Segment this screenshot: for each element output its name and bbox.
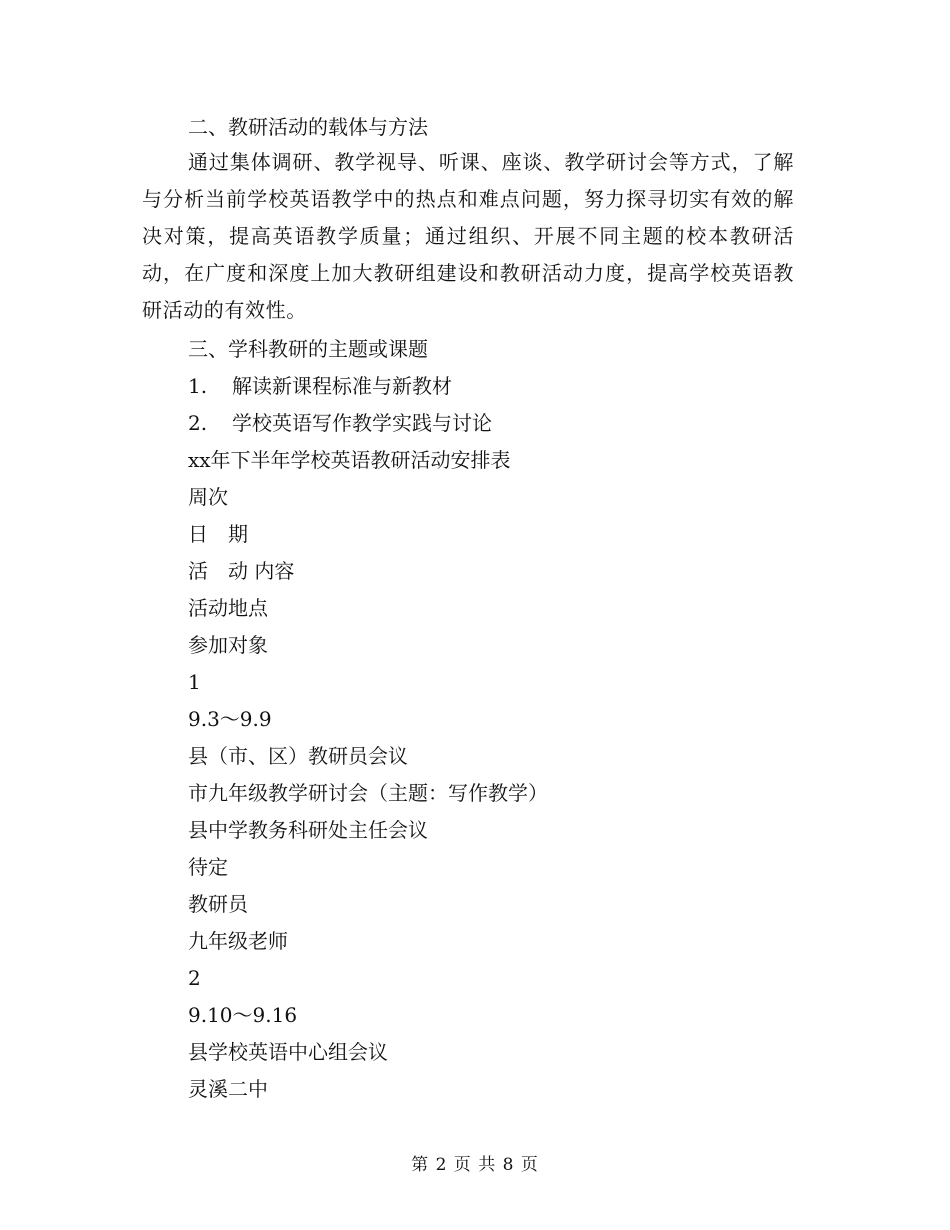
table-cell-week: 2 bbox=[188, 966, 201, 990]
table-cell-activity: 县（市、区）教研员会议 bbox=[188, 744, 408, 768]
page-number-footer: 第 2 页 共 8 页 bbox=[411, 1155, 539, 1175]
topic-item bbox=[188, 411, 492, 435]
table-title: xx年下半年学校英语教研活动安排表 bbox=[188, 448, 511, 472]
table-cell-date: 9.3～9.9 bbox=[188, 707, 272, 731]
table-cell-week: 1 bbox=[188, 670, 201, 694]
table-cell-place: 灵溪二中 bbox=[188, 1077, 268, 1101]
section-2-paragraph: 通过集体调研、教学视导、听课、座谈、教学研讨会等方式，了解与分析当前学校英语教学中的热点和难点问题，努力探寻切实有效的解决对策，提高英语教学质量；通过组织、开展不同主题的校本教研活动，在广度和深度上加大教研组建设和教研活动力度，提高学校英语教研活动的有效性。 bbox=[142, 150, 794, 322]
table-cell-date: 9.10～9.16 bbox=[188, 1003, 298, 1027]
table-cell-participant: 九年级老师 bbox=[188, 929, 288, 953]
table-header-date: 日 期 bbox=[188, 522, 248, 546]
table-header-place: 活动地点 bbox=[188, 596, 268, 620]
topic-number: 2. bbox=[188, 411, 208, 435]
table-header-week: 周次 bbox=[188, 485, 228, 509]
table-header-content: 活 动 内容 bbox=[188, 559, 295, 583]
table-cell-activity: 市九年级教学研讨会（主题：写作教学） bbox=[188, 781, 548, 805]
section-heading-3: 三、学科教研的主题或课题 bbox=[188, 337, 428, 361]
topic-text: 解读新课程标准与新教材 bbox=[232, 374, 452, 398]
table-header-participants: 参加对象 bbox=[188, 633, 268, 657]
section-heading-2: 二、教研活动的载体与方法 bbox=[188, 115, 428, 139]
table-cell-place: 待定 bbox=[188, 855, 228, 879]
table-cell-participant: 教研员 bbox=[188, 892, 248, 916]
topic-item bbox=[188, 374, 452, 398]
topic-number: 1. bbox=[188, 374, 208, 398]
table-cell-activity: 县学校英语中心组会议 bbox=[188, 1040, 388, 1064]
table-cell-activity: 县中学教务科研处主任会议 bbox=[188, 818, 428, 842]
topic-text: 学校英语写作教学实践与讨论 bbox=[232, 411, 492, 435]
